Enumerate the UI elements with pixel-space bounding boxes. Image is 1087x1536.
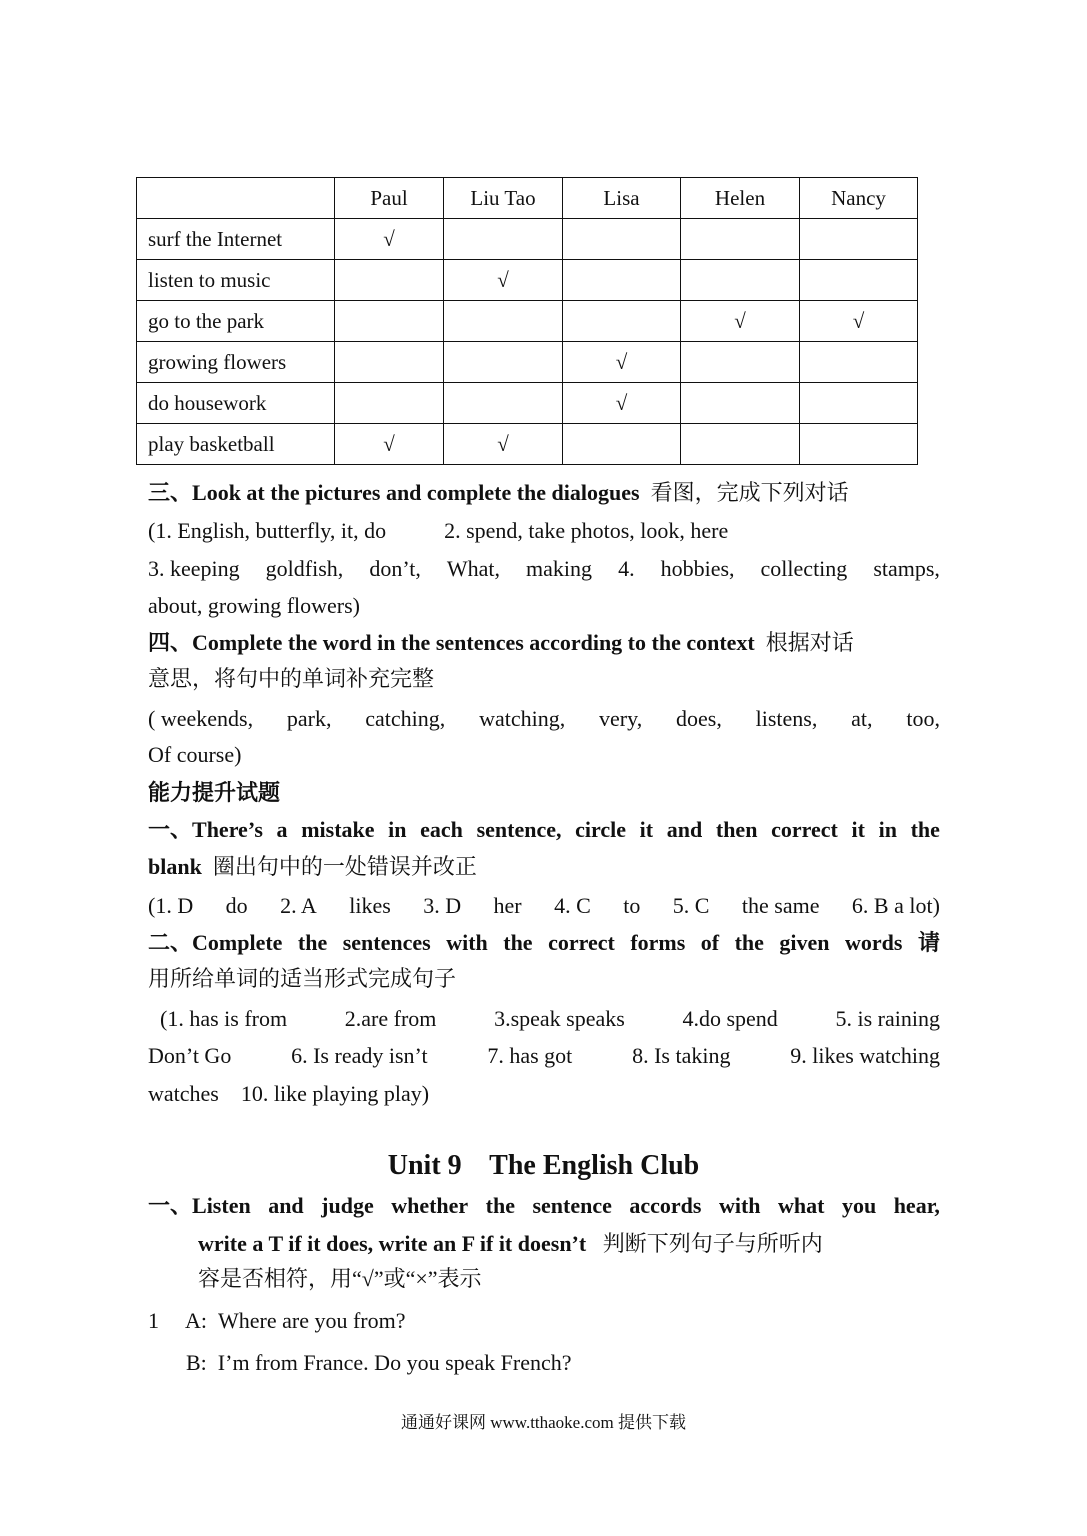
check-cell: √ [335, 424, 444, 465]
answer-text: 2. spend, take photos, look, here [444, 518, 729, 543]
row-label: do housework [137, 383, 335, 424]
table-row [137, 383, 918, 424]
part1-title-cont: blank [148, 854, 202, 879]
check-cell [681, 342, 800, 383]
text-segment: in [878, 817, 897, 842]
column-header: Lisa [563, 178, 681, 219]
u1-title-cont: write a T if it does, write an F if it doesn’t [198, 1231, 587, 1256]
dialog-line-b [186, 1348, 978, 1378]
part1-cn: 圈出句中的一处错误并改正 [212, 854, 477, 879]
text-segment: making [526, 556, 593, 581]
sec3-number: 三、 [148, 480, 193, 505]
sec4-heading-cont [148, 664, 940, 694]
text-segment: it [639, 817, 654, 842]
text-segment: 6. Is ready isn’t [291, 1043, 428, 1068]
text-segment [148, 928, 282, 958]
text-word: There’s [192, 817, 263, 842]
sec4-answer-line-2 [148, 740, 940, 770]
column-header: Liu Tao [444, 178, 563, 219]
text-segment: (1. has is from [160, 1006, 288, 1031]
page-footer: 通通好课网 www.tthaoke.com 提供下载 [400, 1413, 687, 1432]
check-cell [444, 383, 563, 424]
text-segment: likes [349, 893, 391, 918]
text-segment [148, 1191, 251, 1221]
check-cell: √ [335, 219, 444, 260]
text-segment: park, [286, 706, 332, 731]
text-segment: don’t, [369, 556, 421, 581]
text-segment: and [268, 1193, 304, 1218]
column-header: Paul [335, 178, 444, 219]
speaker-b-text: I’m from France. Do you speak French? [217, 1350, 572, 1375]
part1-heading [148, 815, 940, 845]
part2-answer-line-1 [160, 1004, 940, 1034]
text-segment: the [910, 817, 940, 842]
check-cell [681, 260, 800, 301]
text-segment: given [779, 930, 830, 955]
text-segment: 3.speak speaks [494, 1006, 625, 1031]
u1-cn-cont: 容是否相符，用“√”或“×”表示 [198, 1266, 482, 1291]
check-cell [563, 301, 681, 342]
check-cell [563, 219, 681, 260]
text-segment: correct [548, 930, 615, 955]
section-number: 一、 [148, 1193, 193, 1218]
ability-title: 能力提升试题 [148, 780, 281, 805]
text-segment: the same [741, 893, 820, 918]
text-segment: you [841, 1193, 877, 1218]
text-segment: words [845, 930, 903, 955]
check-cell: √ [444, 260, 563, 301]
check-cell [681, 424, 800, 465]
speaker-a-text: Where are you from? [218, 1308, 406, 1333]
text-segment: it [851, 817, 865, 842]
text-segment: the [297, 930, 328, 955]
text-segment [148, 815, 263, 845]
text-segment: the [734, 930, 764, 955]
text-segment: and [666, 817, 703, 842]
speaker-b: B: [186, 1350, 207, 1375]
column-header: Helen [681, 178, 800, 219]
answer-table [136, 177, 918, 465]
sec3-cn: 看图，完成下列对话 [650, 480, 849, 505]
text-segment: in [388, 817, 407, 842]
check-cell [335, 342, 444, 383]
text-segment: the [503, 930, 533, 955]
text-segment: 9. likes watching [790, 1043, 940, 1068]
text-segment: hobbies, [660, 556, 735, 581]
table-row [137, 301, 918, 342]
answer-text: 10. like playing play) [240, 1081, 430, 1106]
text-segment: forms [630, 930, 686, 955]
text-segment: listens, [755, 706, 818, 731]
sec4-number: 四、 [148, 630, 193, 655]
row-label: surf the Internet [137, 219, 335, 260]
check-cell: √ [800, 301, 918, 342]
sec3-answer-line-2 [148, 554, 940, 584]
table-row [137, 219, 918, 260]
column-header: Nancy [800, 178, 918, 219]
text-segment: 3. keeping [148, 556, 240, 581]
sec4-cn-cont: 意思，将句中的单词补充完整 [148, 666, 435, 691]
text-segment: 4. [618, 556, 635, 581]
text-segment: goldfish, [265, 556, 344, 581]
part2-cn: 用所给单词的适当形式完成句子 [148, 966, 457, 991]
speaker-a: A: [185, 1308, 207, 1333]
text-segment: each [420, 817, 463, 842]
part2-heading-cont [148, 964, 940, 994]
text-segment: hear, [893, 1193, 940, 1218]
answer-text: (1. English, butterfly, it, do [148, 518, 387, 543]
text-segment: do [225, 893, 248, 918]
check-cell [335, 260, 444, 301]
check-cell [335, 301, 444, 342]
check-cell [800, 383, 918, 424]
u1-heading-cont [198, 1229, 940, 1259]
text-segment: of [700, 930, 720, 955]
u1-heading-cont2 [198, 1264, 940, 1294]
sec4-heading [148, 628, 940, 658]
check-cell: √ [563, 383, 681, 424]
text-segment: circle [575, 817, 627, 842]
part1-answer [148, 891, 940, 921]
row-label: play basketball [137, 424, 335, 465]
table-header-row [137, 178, 918, 219]
text-segment: very, [599, 706, 643, 731]
part2-answer-line-3 [148, 1079, 940, 1109]
table-corner-cell [137, 178, 335, 219]
sec4-answer-line-1 [148, 704, 940, 734]
sec3-title: Look at the pictures and complete the dialogues [192, 480, 640, 505]
text-segment: a [276, 817, 288, 842]
row-label: growing flowers [137, 342, 335, 383]
check-cell [800, 424, 918, 465]
part2-heading [148, 928, 940, 958]
sec4-cn: 根据对话 [765, 630, 854, 655]
section-number: 一、 [148, 817, 193, 842]
text-segment: with [718, 1193, 761, 1218]
text-segment: the [485, 1193, 515, 1218]
text-segment: at, [851, 706, 873, 731]
check-cell [681, 383, 800, 424]
check-cell [800, 260, 918, 301]
dialog-number: 1 [148, 1308, 159, 1333]
text-segment: 5. is raining [835, 1006, 940, 1031]
check-cell [800, 219, 918, 260]
text-segment: 4.do spend [682, 1006, 778, 1031]
text-segment: sentence, [476, 817, 562, 842]
text-segment: 8. Is taking [632, 1043, 731, 1068]
check-cell [444, 219, 563, 260]
part1-heading-cont [148, 852, 940, 882]
text-segment: 4. C [554, 893, 591, 918]
text-segment: 2.are from [344, 1006, 437, 1031]
text-segment: watching, [479, 706, 566, 731]
sec3-heading [148, 478, 940, 508]
text-segment: what [778, 1193, 825, 1218]
text-segment: then [715, 817, 758, 842]
text-segment: sentences [342, 930, 431, 955]
text-segment: 请 [917, 930, 940, 955]
text-segment: 2. A [280, 893, 317, 918]
text-segment: sentence [532, 1193, 612, 1218]
text-segment: (1. D [148, 893, 194, 918]
text-word: Listen [192, 1193, 251, 1218]
text-segment: correct [771, 817, 838, 842]
check-cell [444, 342, 563, 383]
section-number: 二、 [148, 930, 193, 955]
text-segment: Don’t Go [148, 1043, 232, 1068]
check-cell: √ [444, 424, 563, 465]
check-cell [444, 301, 563, 342]
sec3-answer-line-1 [148, 516, 940, 546]
text-segment: 6. B a lot) [851, 893, 940, 918]
check-cell [335, 383, 444, 424]
check-cell: √ [563, 342, 681, 383]
check-cell [800, 342, 918, 383]
text-word: Complete [192, 930, 283, 955]
text-segment: judge [321, 1193, 374, 1218]
text-segment: stamps, [873, 556, 940, 581]
u1-cn: 判断下列句子与所听内 [602, 1231, 823, 1256]
part2-answer-line-2 [148, 1041, 940, 1071]
check-cell [563, 424, 681, 465]
table-row [137, 342, 918, 383]
sec4-title: Complete the word in the sentences according to the context [192, 630, 755, 655]
answer-text: watches [148, 1081, 219, 1106]
text-segment: does, [676, 706, 722, 731]
text-segment: with [446, 930, 488, 955]
sec3-answer-line-3 [148, 591, 940, 621]
text-segment: 3. D [423, 893, 462, 918]
row-label: listen to music [137, 260, 335, 301]
dialog-line-a [148, 1306, 940, 1336]
text-segment: her [493, 893, 522, 918]
table-row [137, 424, 918, 465]
text-segment: 7. has got [487, 1043, 573, 1068]
u1-heading [148, 1191, 940, 1221]
text-segment: whether [391, 1193, 469, 1218]
unit-title: Unit 9 The English Club [387, 1150, 700, 1181]
text-segment: too, [906, 706, 940, 731]
text-segment: What, [446, 556, 501, 581]
text-segment: to [623, 893, 641, 918]
text-segment: accords [629, 1193, 702, 1218]
table-row [137, 260, 918, 301]
row-label: go to the park [137, 301, 335, 342]
answer-text: Of course) [148, 742, 242, 767]
check-cell [563, 260, 681, 301]
text-segment: 5. C [672, 893, 710, 918]
check-cell: √ [681, 301, 800, 342]
text-segment: catching, [365, 706, 446, 731]
text-segment: mistake [301, 817, 375, 842]
check-cell [681, 219, 800, 260]
text-segment: collecting [760, 556, 848, 581]
answer-text: about, growing flowers) [148, 593, 361, 618]
text-segment: ( weekends, [148, 706, 254, 731]
